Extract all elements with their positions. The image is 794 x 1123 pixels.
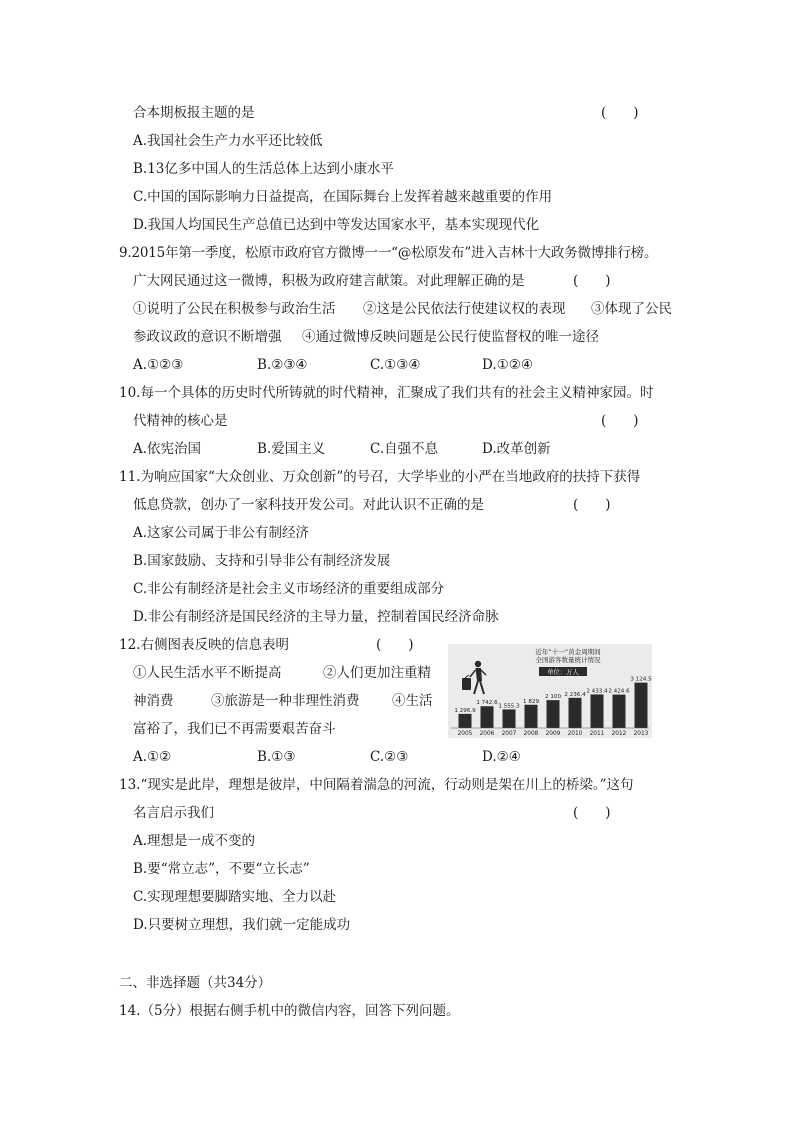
q11-option-a: A.这家公司属于非公有制经济	[133, 525, 310, 541]
q11-option-d: D.非公有制经济是国民经济的主导力量，控制着国民经济命脉	[133, 609, 499, 625]
q12-answer-paren: ( )	[376, 637, 414, 653]
q10-answer-paren: ( )	[601, 413, 639, 429]
q10-option-b: B.爱国主义	[257, 441, 326, 457]
chart-svg	[448, 644, 652, 738]
q13-answer-paren: ( )	[573, 805, 611, 821]
bar-2011	[591, 694, 604, 728]
tourist-bar-chart	[448, 644, 652, 738]
bar-value-label-2005: 1 296.9	[454, 707, 476, 714]
q9-answer-paren: ( )	[573, 273, 611, 289]
q13-option-b: B.要“常立志”，不要“立长志”	[133, 861, 310, 877]
x-tick-label-2013: 2013	[633, 731, 649, 737]
q12-option-b: B.①③	[257, 749, 296, 765]
x-tick-label-2006: 2006	[479, 731, 495, 737]
q12-statement-4-cont: 富裕了，我们已不再需要艰苦奋斗	[133, 721, 336, 737]
q13-line2: 名言启示我们	[133, 805, 214, 821]
q12-option-a: A.①②	[133, 749, 172, 765]
traveler-icon	[462, 661, 486, 694]
q9-line1: 9.2015年第一季度，松原市政府官方微博一一“@松原发布”进入吉林十大政务微博排行榜。	[119, 245, 658, 261]
q8-option-a: A.我国社会生产力水平还比较低	[133, 133, 323, 149]
q12-option-d: D.②④	[482, 749, 521, 765]
x-tick-label-2010: 2010	[567, 731, 583, 737]
q10-option-a: A.依宪治国	[133, 441, 202, 457]
q9-statement-2: ②这是公民依法行使建议权的表现	[363, 301, 566, 317]
q8-stem: 合本期板报主题的是	[133, 105, 255, 121]
bar-2006	[481, 706, 494, 728]
q13-line1: 13.“现实是此岸，理想是彼岸，中间隔着湍急的河流，行动则是架在川上的桥梁。”这句	[119, 777, 634, 793]
q13-option-a: A.理想是一成不变的	[133, 833, 256, 849]
bar-value-label-2011: 2 433.4	[586, 688, 608, 695]
bar-2009	[547, 700, 560, 728]
q12-statement-2: ②人们更加注重精	[323, 665, 431, 681]
q8-answer-paren: ( )	[601, 105, 639, 121]
chart-subtitle: 全国游客数量统计情况	[535, 656, 601, 664]
x-tick-label-2008: 2008	[523, 731, 539, 737]
q9-option-d: D.①②④	[482, 357, 533, 373]
bar-2008	[525, 705, 538, 728]
bar-value-label-2006: 1 742.6	[476, 700, 498, 707]
q8-option-d: D.我国人均国民生产总值已达到中等发达国家水平，基本实现现代化	[133, 217, 540, 233]
bar-value-label-2007: 1 555.3	[498, 703, 520, 710]
bar-value-label-2010: 2 236.4	[564, 691, 586, 698]
x-tick-label-2005: 2005	[457, 731, 473, 737]
q11-option-b: B.国家鼓励、支持和引导非公有制经济发展	[133, 553, 391, 569]
q12-line1: 12.右侧图表反映的信息表明	[119, 637, 289, 653]
q12-statement-2-cont: 神消费	[133, 693, 174, 709]
x-tick-label-2007: 2007	[501, 731, 517, 737]
bar-value-label-2012: 2 424.6	[608, 688, 630, 695]
q12-option-c: C.②③	[370, 749, 409, 765]
q14-stem: 14.（5分）根据右侧手机中的微信内容，回答下列问题。	[119, 1003, 460, 1019]
x-tick-label-2011: 2011	[589, 731, 605, 737]
q10-option-c: C.自强不息	[370, 441, 439, 457]
q12-statement-3: ③旅游是一种非理性消费	[211, 693, 360, 709]
q11-option-c: C.非公有制经济是社会主义市场经济的重要组成部分	[133, 581, 445, 597]
bar-2007	[503, 709, 516, 728]
q9-option-a: A.①②③	[133, 357, 184, 373]
q9-option-b: B.②③④	[257, 357, 308, 373]
bar-2005	[459, 714, 472, 728]
q13-option-c: C.实现理想要脚踏实地、全力以赴	[133, 889, 337, 905]
q11-line2: 低息贷款，创办了一家科技开发公司。对此认识不正确的是	[133, 497, 484, 513]
q11-answer-paren: ( )	[573, 497, 611, 513]
chart-title: 近年“十一”黄金周期间	[535, 648, 601, 656]
x-tick-label-2009: 2009	[545, 731, 561, 737]
q8-option-b: B.13亿多中国人的生活总体上达到小康水平	[133, 161, 394, 177]
q10-line1: 10.每一个具体的历史时代所铸就的时代精神，汇聚成了我们共有的社会主义精神家园。时	[119, 385, 654, 401]
bar-value-label-2013: 3 124.5	[630, 676, 652, 683]
q10-option-d: D.改革创新	[482, 441, 551, 457]
q9-line2: 广大网民通过这一微博，积极为政府建言献策。对此理解正确的是	[133, 273, 525, 289]
q9-statement-1: ①说明了公民在积极参与政治生活	[133, 301, 336, 317]
chart-unit-label: 单位：万人	[547, 669, 579, 676]
q12-statement-1: ①人民生活水平不断提高	[133, 665, 282, 681]
q13-option-d: D.只要树立理想，我们就一定能成功	[133, 917, 351, 933]
q10-line2: 代精神的核心是	[133, 413, 228, 429]
q9-statement-3: ③体现了公民	[591, 301, 672, 317]
q9-option-c: C.①③④	[370, 357, 421, 373]
q9-statement-4: ④通过微博反映问题是公民行使监督权的唯一途径	[302, 329, 599, 345]
q11-line1: 11.为响应国家“大众创业、万众创新”的号召，大学毕业的小严在当地政府的扶持下获得	[119, 469, 641, 485]
bar-2010	[569, 698, 582, 728]
q9-statement-3-cont: 参政议政的意识不断增强	[133, 329, 282, 345]
q8-option-c: C.中国的国际影响力日益提高，在国际舞台上发挥着越来越重要的作用	[133, 189, 553, 205]
bar-value-label-2008: 1 829	[522, 698, 540, 705]
q12-statement-4: ④生活	[392, 693, 433, 709]
bar-2012	[613, 695, 626, 728]
bar-2013	[635, 683, 648, 728]
bar-value-label-2009: 2 100	[544, 694, 562, 701]
x-tick-label-2012: 2012	[611, 731, 627, 737]
section-2-title: 二、非选择题（共34分）	[119, 975, 272, 991]
